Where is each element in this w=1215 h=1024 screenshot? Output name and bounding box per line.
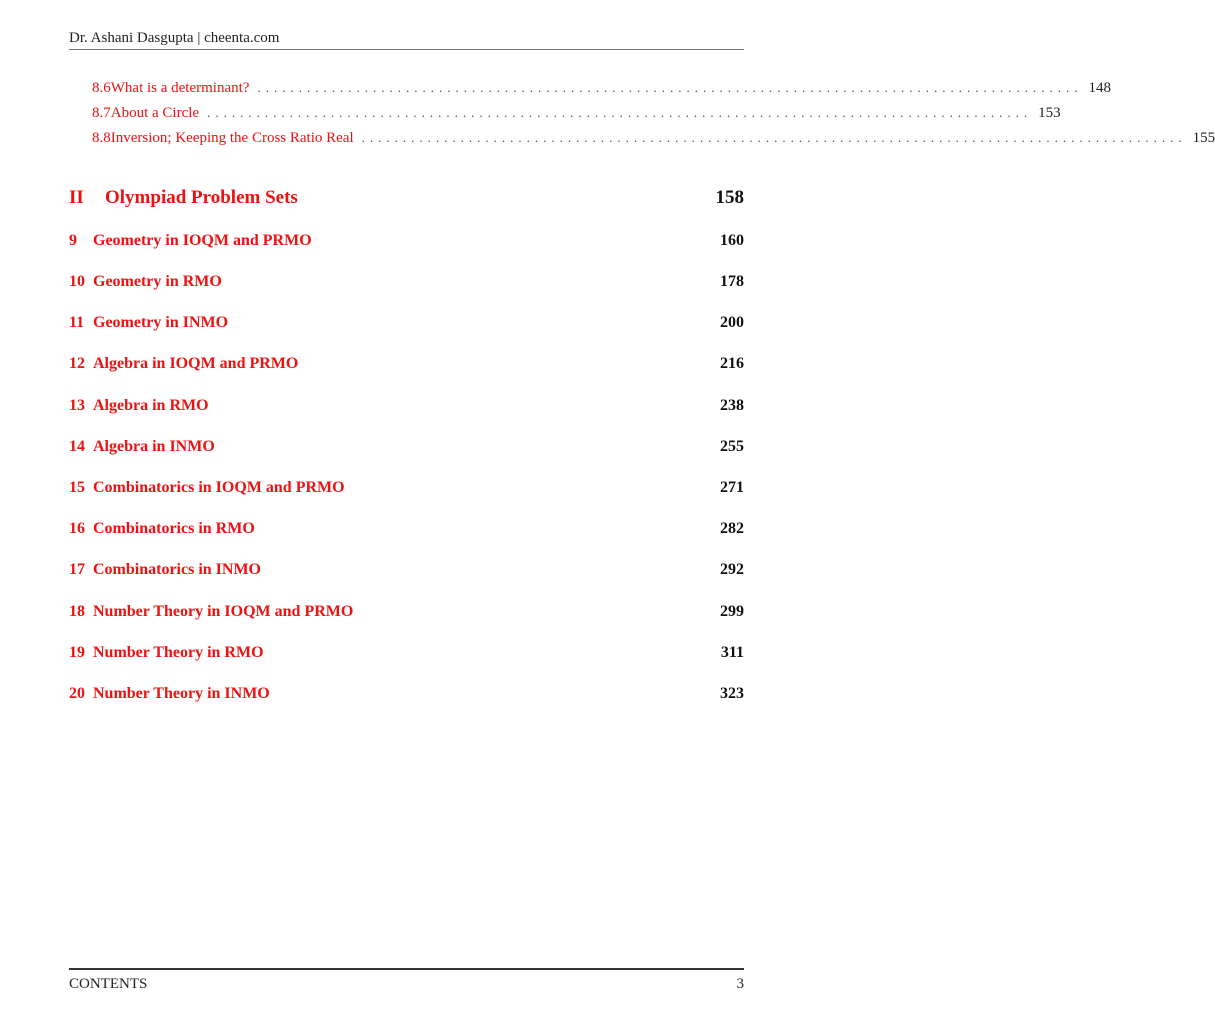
toc-section-row[interactable] bbox=[92, 105, 1061, 125]
chapter-page-number: 200 bbox=[720, 314, 744, 331]
chapter-page-number: 255 bbox=[720, 438, 744, 455]
dot-leader: .................................................................................................... bbox=[257, 80, 1083, 95]
chapter-title-link[interactable]: Number Theory in IOQM and PRMO bbox=[93, 603, 354, 620]
toc-chapter-row[interactable] bbox=[69, 273, 744, 293]
chapter-page-number: 292 bbox=[720, 561, 744, 578]
chapter-title-link[interactable]: Combinatorics in RMO bbox=[93, 520, 255, 537]
chapter-page-number: 299 bbox=[720, 603, 744, 620]
section-number: 8.7 bbox=[92, 105, 111, 121]
toc-chapter-row[interactable] bbox=[69, 520, 744, 540]
part-number: II bbox=[69, 187, 84, 208]
chapter-number: 17 bbox=[69, 561, 85, 578]
chapter-page-number: 160 bbox=[720, 232, 744, 249]
toc-chapter-row[interactable] bbox=[69, 685, 744, 705]
chapter-title-link[interactable]: Algebra in INMO bbox=[93, 438, 215, 455]
dot-leader: .................................................................................................... bbox=[207, 105, 1033, 120]
toc-chapter-row[interactable] bbox=[69, 479, 744, 499]
chapter-number: 9 bbox=[69, 232, 77, 249]
chapter-page-number: 323 bbox=[720, 685, 744, 702]
chapter-page-number: 282 bbox=[720, 520, 744, 537]
chapter-title-link[interactable]: Algebra in RMO bbox=[93, 397, 209, 414]
chapter-title-link[interactable]: Geometry in RMO bbox=[93, 273, 222, 290]
page-header: Dr. Ashani Dasgupta | cheenta.com bbox=[69, 30, 280, 46]
chapter-page-number: 311 bbox=[720, 644, 744, 661]
chapter-title-link[interactable]: Geometry in INMO bbox=[93, 314, 229, 331]
chapter-page-number: 216 bbox=[720, 355, 744, 372]
toc-section-row[interactable] bbox=[92, 80, 1111, 100]
page-footer bbox=[69, 976, 744, 993]
part-page-number: 158 bbox=[715, 187, 744, 208]
toc-section-row[interactable] bbox=[92, 130, 1215, 150]
section-number: 8.8 bbox=[92, 130, 111, 146]
chapter-page-number: 178 bbox=[720, 273, 744, 290]
toc-chapter-row[interactable] bbox=[69, 355, 744, 375]
chapter-number: 15 bbox=[69, 479, 85, 496]
footer-page-number: 3 bbox=[736, 976, 744, 992]
section-page-number: 153 bbox=[1038, 105, 1061, 121]
section-title-link[interactable]: What is a determinant? bbox=[110, 80, 250, 96]
toc-chapter-row[interactable] bbox=[69, 397, 744, 417]
header-rule bbox=[69, 49, 744, 50]
chapter-page-number: 271 bbox=[720, 479, 744, 496]
toc-chapter-row[interactable] bbox=[69, 644, 744, 664]
chapter-number: 14 bbox=[69, 438, 85, 455]
section-page-number: 148 bbox=[1088, 80, 1111, 96]
chapter-number: 16 bbox=[69, 520, 85, 537]
chapter-title-link[interactable]: Algebra in IOQM and PRMO bbox=[93, 355, 299, 372]
part-title-link[interactable]: Olympiad Problem Sets bbox=[105, 187, 298, 208]
chapter-title-link[interactable]: Combinatorics in IOQM and PRMO bbox=[93, 479, 345, 496]
section-page-number: 155 bbox=[1192, 130, 1215, 146]
chapter-title-link[interactable]: Combinatorics in INMO bbox=[93, 561, 261, 578]
section-title-link[interactable]: About a Circle bbox=[110, 105, 200, 121]
chapter-number: 19 bbox=[69, 644, 85, 661]
toc-chapter-row[interactable] bbox=[69, 603, 744, 623]
chapter-number: 12 bbox=[69, 355, 85, 372]
chapter-title-link[interactable]: Number Theory in RMO bbox=[93, 644, 264, 661]
chapter-number: 20 bbox=[69, 685, 85, 702]
chapter-number: 10 bbox=[69, 273, 85, 290]
toc-chapter-row[interactable] bbox=[69, 232, 744, 252]
chapter-title-link[interactable]: Geometry in IOQM and PRMO bbox=[93, 232, 312, 249]
chapter-number: 13 bbox=[69, 397, 85, 414]
toc-chapter-row[interactable] bbox=[69, 314, 744, 334]
footer-rule bbox=[69, 968, 744, 970]
footer-section-label: CONTENTS bbox=[69, 976, 148, 992]
section-number: 8.6 bbox=[92, 80, 111, 96]
chapter-number: 18 bbox=[69, 603, 85, 620]
section-title-link[interactable]: Inversion; Keeping the Cross Ratio Real bbox=[110, 130, 354, 146]
toc-part-row[interactable] bbox=[69, 187, 744, 209]
toc-chapter-row[interactable] bbox=[69, 561, 744, 581]
chapter-page-number: 238 bbox=[720, 397, 744, 414]
chapter-number: 11 bbox=[69, 314, 85, 331]
dot-leader: .................................................................................................... bbox=[361, 130, 1187, 145]
chapter-title-link[interactable]: Number Theory in INMO bbox=[93, 685, 270, 702]
toc-chapter-row[interactable] bbox=[69, 438, 744, 458]
